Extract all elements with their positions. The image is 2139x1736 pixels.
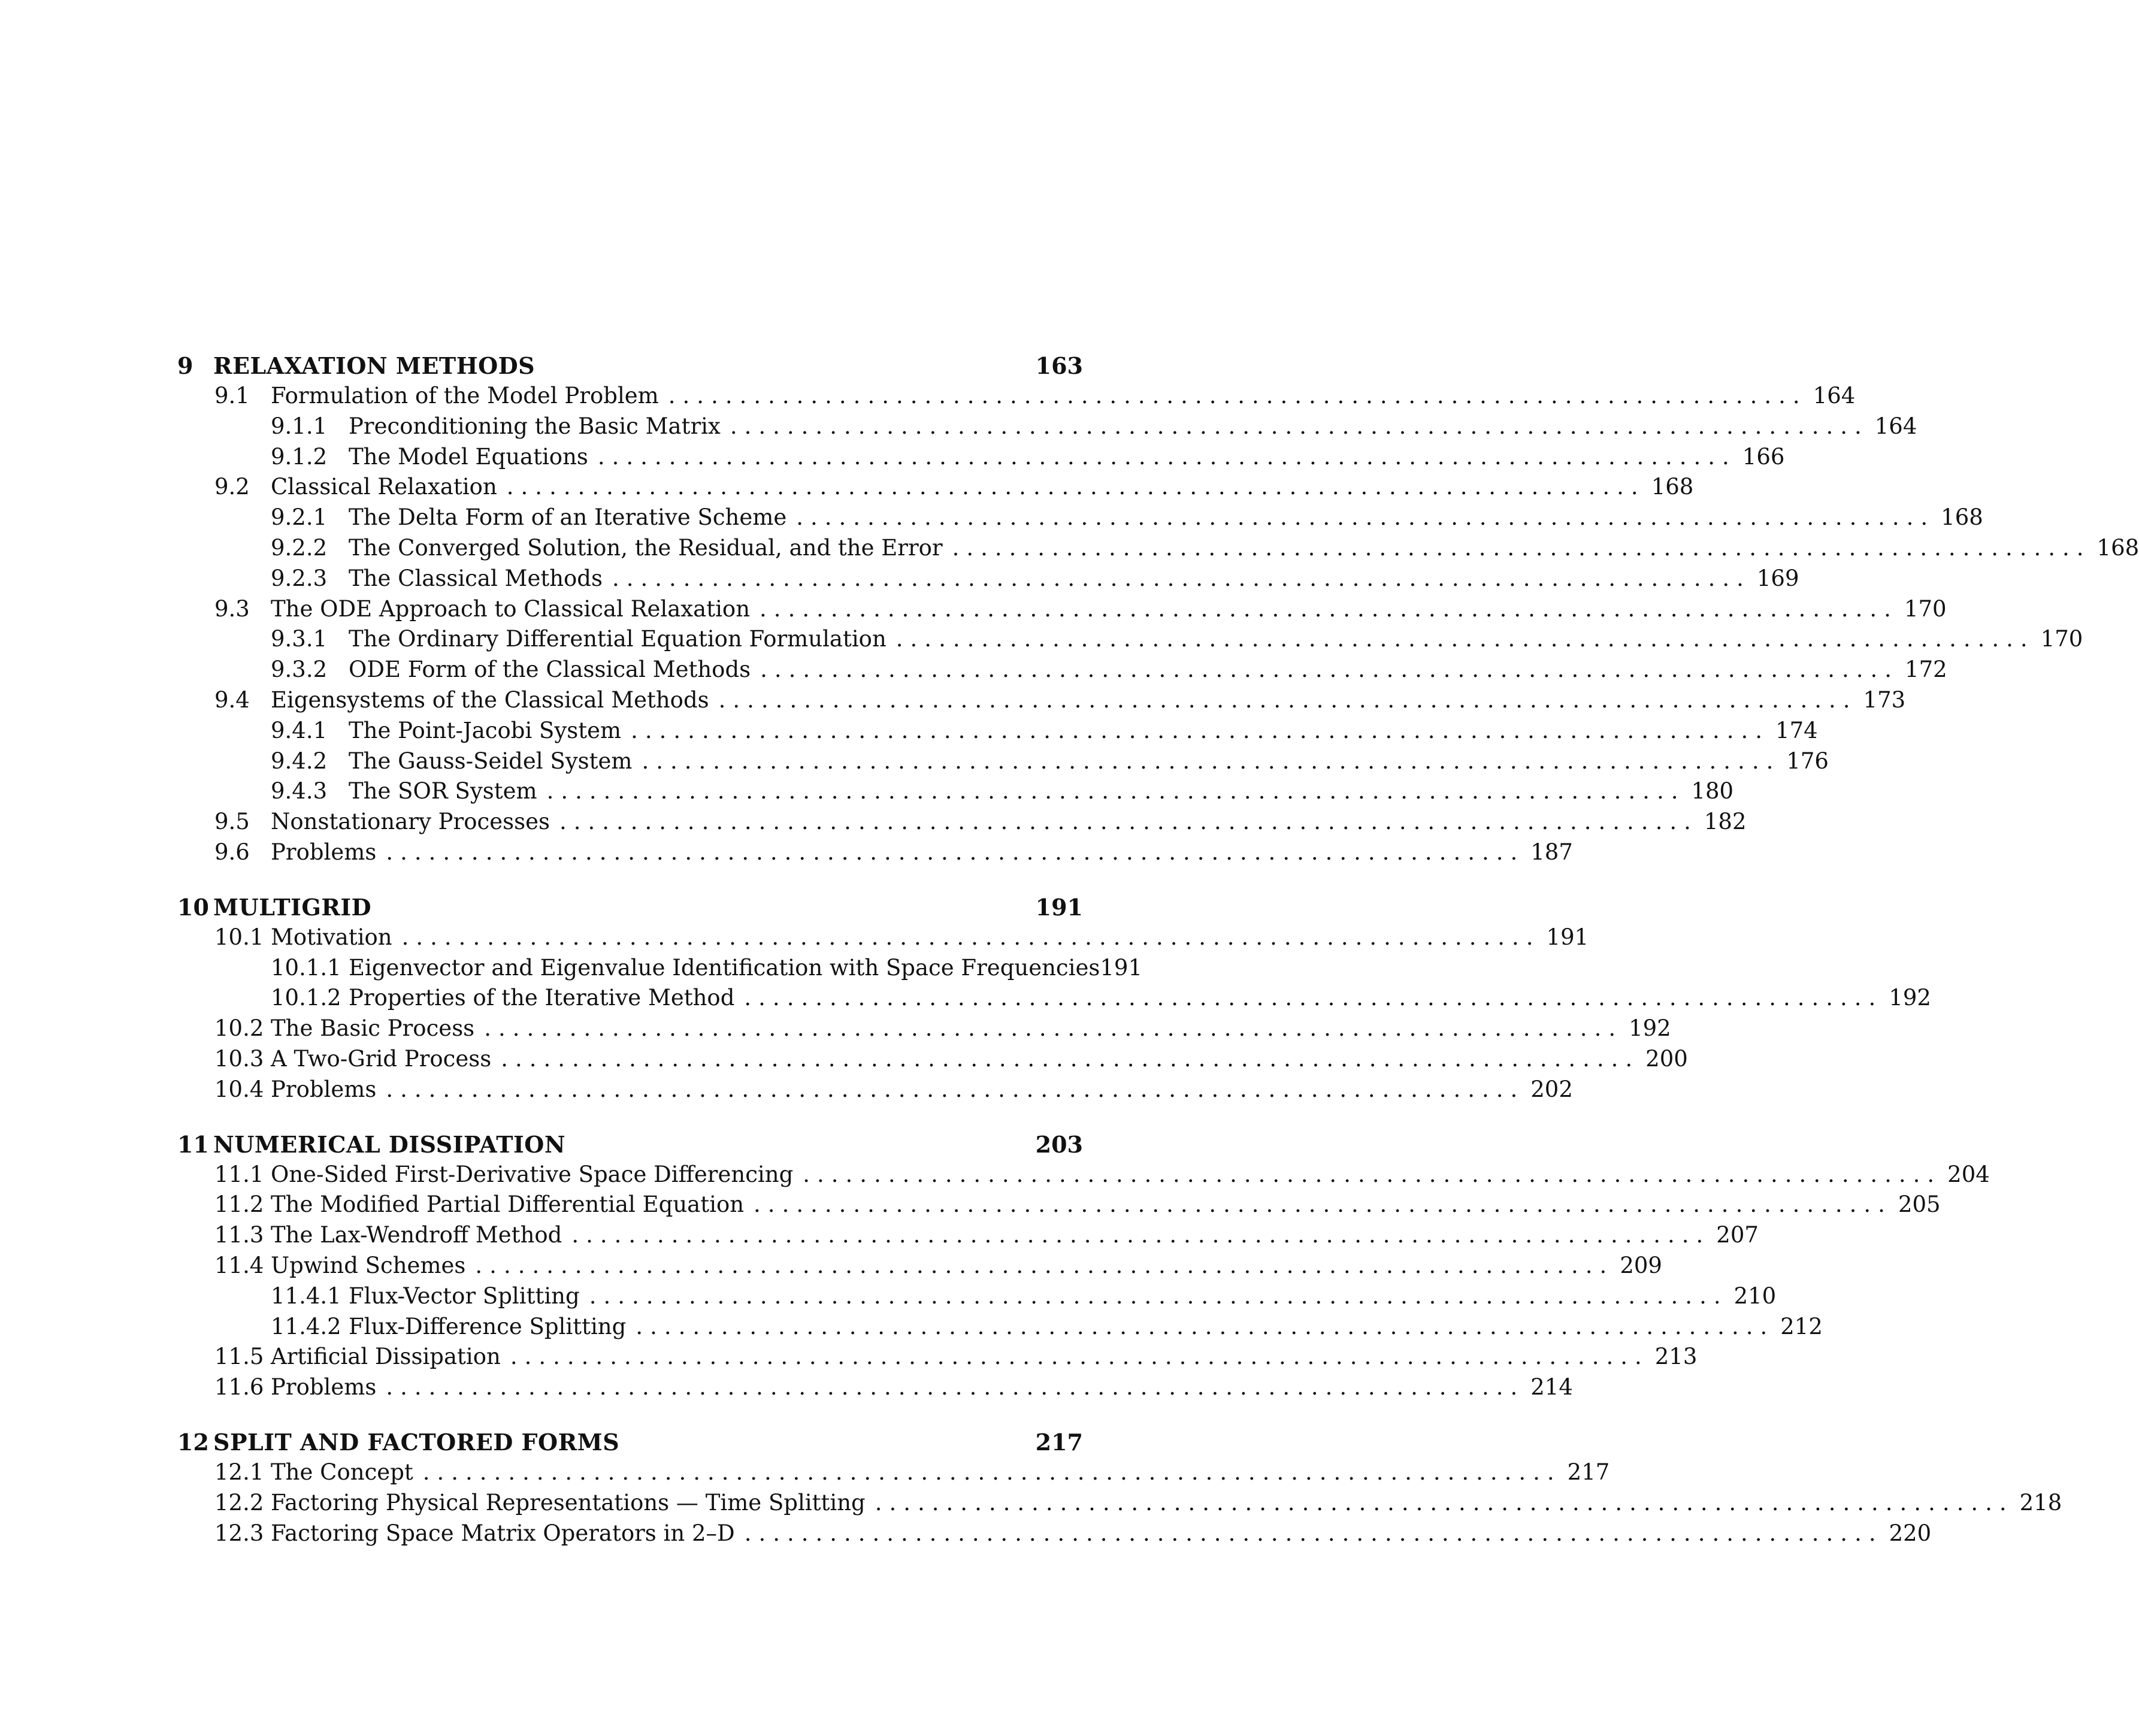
subsection-entry[interactable] [177,778,1734,809]
entry-number: 9.3 [214,595,250,622]
section-entry[interactable] [177,474,1694,504]
entry-title: The ODE Approach to Classical Relaxation [271,595,751,622]
entry-title: Classical Relaxation [271,474,497,500]
section-entry[interactable] [177,1191,1941,1222]
section-entry[interactable] [177,1076,1573,1107]
section-entry[interactable] [177,1344,1698,1374]
subsection-entry[interactable] [177,443,1785,474]
chapter-number: 12 [177,1428,209,1456]
dot-leader: ................................................................................ [744,985,1883,1011]
section-entry[interactable] [177,1374,1573,1405]
entry-page-number: 220 [1889,1520,1932,1546]
section-entry[interactable] [177,1161,1990,1192]
entry-title: The Basic Process [271,1015,475,1042]
subsection-entry[interactable] [177,626,2083,657]
chapter-title: NUMERICAL DISSIPATION [213,1130,566,1158]
chapter-heading[interactable] [177,1131,1083,1162]
chapter-heading[interactable] [177,1429,1083,1459]
dot-leader: ................................................................................ [668,383,1807,409]
entry-title: The Delta Form of an Iterative Scheme [349,504,787,531]
chapter-page-number: 191 [1035,893,1083,921]
section-entry[interactable] [177,809,1747,839]
entry-title: Factoring Space Matrix Operators in 2–D [271,1520,735,1546]
entry-number: 11.2 [214,1191,264,1218]
entry-title: Nonstationary Processes [271,809,550,835]
entry-title: Formulation of the Model Problem [271,383,659,409]
dot-leader: ................................................................................ [718,686,1857,713]
entry-page-number: 209 [1620,1252,1662,1278]
chapter-page-number: 203 [1035,1130,1083,1158]
entry-title: Preconditioning the Basic Matrix [349,413,721,439]
entry-title: The Ordinary Differential Equation Formulation [349,626,887,652]
subsection-entry[interactable] [177,657,1947,687]
dot-leader: ................................................................................ [501,1045,1640,1072]
dot-leader: ................................................................................ [730,413,1869,439]
section-entry[interactable] [177,1459,1610,1490]
dot-leader: ................................................................................ [744,1520,1883,1546]
chapter-title: SPLIT AND FACTORED FORMS [213,1428,620,1456]
entry-title: The Converged Solution, the Residual, and the Error [349,534,943,561]
entry-title: The Modified Partial Differential Equation [271,1191,745,1218]
entry-title: The Lax-Wendroff Method [271,1222,562,1248]
dot-leader: ................................................................................ [895,626,2035,652]
entry-page-number: 205 [1898,1191,1941,1218]
entry-number: 10.2 [214,1015,264,1042]
entry-number: 9.5 [214,809,250,835]
subsection-entry[interactable] [177,717,1818,748]
dot-leader: ................................................................................ [386,839,1525,865]
entry-title: Flux-Difference Splitting [349,1313,627,1339]
entry-page-number: 170 [1904,595,1947,622]
entry-page-number: 182 [1704,809,1747,835]
entry-number: 9.4.2 [271,748,328,774]
entry-title: The Model Equations [349,443,588,470]
dot-leader: ................................................................................ [631,717,1770,743]
entry-page-number: 187 [1530,839,1573,865]
entry-title: One-Sided First-Derivative Space Differencing [271,1161,794,1187]
subsection-entry[interactable] [177,748,1829,779]
section-entry[interactable] [177,1045,1688,1076]
dot-leader: ................................................................................ [754,1191,1892,1218]
entry-number: 9.2.2 [271,534,328,561]
entry-page-number: 170 [2040,626,2083,652]
dot-leader: ................................................................................ [484,1015,1623,1042]
chapter-number: 11 [177,1130,209,1158]
entry-title: A Two-Grid Process [271,1045,492,1072]
entry-number: 11.4.1 [271,1283,341,1309]
section-entry[interactable] [177,1520,1932,1551]
entry-page-number: 191 [1100,954,1142,981]
entry-title: Problems [271,1374,377,1401]
subsection-entry[interactable] [177,504,1983,535]
section-entry[interactable] [177,839,1573,870]
entry-number: 10.1 [214,924,264,950]
section-entry[interactable] [177,1489,2062,1520]
entry-number: 9.4.1 [271,717,328,743]
subsection-entry[interactable] [177,565,1799,596]
entry-title: The SOR System [349,778,537,805]
entry-page-number: 192 [1889,985,1931,1011]
dot-leader: ................................................................................ [875,1489,2014,1516]
entry-title: The Gauss-Seidel System [349,748,633,774]
dot-leader: ................................................................................ [760,595,1898,622]
subsection-entry[interactable] [177,1313,1823,1344]
dot-leader: ................................................................................ [401,924,1541,950]
section-entry[interactable] [177,686,1906,718]
entry-title: Upwind Schemes [271,1252,466,1278]
entry-page-number: 168 [2096,534,2139,561]
entry-page-number: 180 [1691,778,1734,805]
chapter-number: 10 [177,893,209,921]
subsection-entry[interactable] [177,413,1917,444]
entry-number: 9.2.3 [271,565,328,591]
entry-number: 11.1 [214,1161,264,1187]
dot-leader: ................................................................................ [510,1344,1649,1370]
entry-number: 10.3 [214,1045,264,1072]
subsection-entry[interactable] [177,534,2139,565]
entry-number: 11.5 [214,1344,264,1370]
subsection-entry[interactable] [177,954,1142,985]
entry-page-number: 202 [1530,1076,1573,1102]
entry-title: The Classical Methods [349,565,603,591]
chapter-page-number: 163 [1035,352,1083,379]
entry-page-number: 166 [1742,443,1785,470]
entry-number: 9.3.2 [271,657,328,683]
entry-number: 11.3 [214,1222,264,1248]
subsection-entry[interactable] [177,985,1931,1015]
dot-leader: ................................................................................ [803,1161,1942,1187]
entry-number: 10.1.1 [271,954,341,981]
entry-number: 11.4.2 [271,1313,341,1339]
entry-page-number: 192 [1629,1015,1671,1042]
chapter-page-number: 217 [1035,1428,1083,1456]
entry-number: 12.1 [214,1459,264,1485]
dot-leader: ................................................................................ [796,504,1935,531]
entry-number: 11.4 [214,1252,264,1278]
entry-title: Motivation [271,924,392,950]
entry-number: 9.2.1 [271,504,328,531]
entry-number: 12.3 [214,1520,264,1546]
chapter-heading[interactable] [177,352,1083,383]
entry-page-number: 218 [2019,1489,2062,1516]
section-entry[interactable] [177,924,1589,955]
entry-number: 9.1.2 [271,443,328,470]
dot-leader: ................................................................................ [546,778,1686,805]
entry-number: 9.1.1 [271,413,328,439]
entry-page-number: 212 [1780,1313,1823,1339]
entry-page-number: 200 [1645,1045,1688,1072]
section-entry[interactable] [177,595,1947,627]
chapter-title: RELAXATION METHODS [213,352,535,379]
entry-number: 9.3.1 [271,626,328,652]
entry-page-number: 214 [1530,1374,1573,1401]
entry-page-number: 172 [1905,657,1947,683]
dot-leader: ................................................................................ [559,809,1698,835]
chapter-title: MULTIGRID [213,893,372,921]
entry-number: 12.2 [214,1489,264,1516]
entry-page-number: 169 [1756,565,1799,591]
entry-page-number: 164 [1813,383,1856,409]
section-entry[interactable] [177,1015,1671,1046]
entry-number: 10.1.2 [271,985,341,1011]
entry-title: The Concept [271,1459,413,1485]
chapter-heading[interactable] [177,894,1083,924]
dot-leader: ................................................................................ [506,474,1645,500]
entry-page-number: 213 [1654,1344,1698,1370]
entry-title: Eigensystems of the Classical Methods [271,686,709,713]
entry-page-number: 191 [1546,924,1589,950]
entry-page-number: 210 [1733,1283,1777,1309]
entry-title: ODE Form of the Classical Methods [349,657,751,683]
entry-title: The Point-Jacobi System [349,717,622,743]
subsection-entry[interactable] [177,1283,1777,1314]
entry-page-number: 217 [1567,1459,1610,1485]
dot-leader: ................................................................................ [422,1459,1562,1485]
entry-page-number: 168 [1651,474,1694,500]
dot-leader: ................................................................................ [386,1374,1525,1401]
entry-page-number: 173 [1863,686,1906,713]
entry-number: 9.6 [214,839,250,865]
section-entry[interactable] [177,383,1856,413]
dot-leader: ................................................................................ [952,534,2091,561]
entry-number: 9.2 [214,474,250,500]
entry-page-number: 168 [1941,504,1983,531]
entry-page-number: 204 [1947,1161,1990,1187]
dot-leader: ................................................................................ [597,443,1736,470]
entry-number: 9.1 [214,383,250,409]
dot-leader: ................................................................................ [571,1222,1711,1248]
dot-leader: ................................................................................ [475,1252,1614,1278]
entry-page-number: 174 [1775,717,1818,743]
entry-number: 10.4 [214,1076,264,1102]
dot-leader: ................................................................................ [612,565,1751,591]
section-entry[interactable] [177,1222,1759,1253]
chapter-number: 9 [177,352,193,379]
table-of-contents [177,352,2139,1550]
entry-title: Properties of the Iterative Method [349,985,735,1011]
entry-page-number: 176 [1786,748,1829,774]
entry-page-number: 207 [1716,1222,1759,1248]
dot-leader: ................................................................................ [589,1283,1728,1309]
entry-number: 11.6 [214,1374,264,1401]
entry-page-number: 164 [1874,413,1917,439]
dot-leader: ................................................................................ [760,657,1899,683]
entry-title: Eigenvector and Eigenvalue Identification with Space Frequencies [349,954,1100,981]
section-entry[interactable] [177,1252,1662,1283]
entry-title: Problems [271,839,377,865]
entry-title: Factoring Physical Representations — Time Splitting [271,1489,866,1516]
entry-title: Artificial Dissipation [271,1344,501,1370]
entry-number: 9.4 [214,686,250,713]
entry-title: Flux-Vector Splitting [349,1283,580,1309]
dot-leader: ................................................................................ [636,1313,1775,1339]
dot-leader: ................................................................................ [642,748,1781,774]
entry-number: 9.4.3 [271,778,328,805]
entry-title: Problems [271,1076,377,1102]
dot-leader: ................................................................................ [386,1076,1525,1102]
